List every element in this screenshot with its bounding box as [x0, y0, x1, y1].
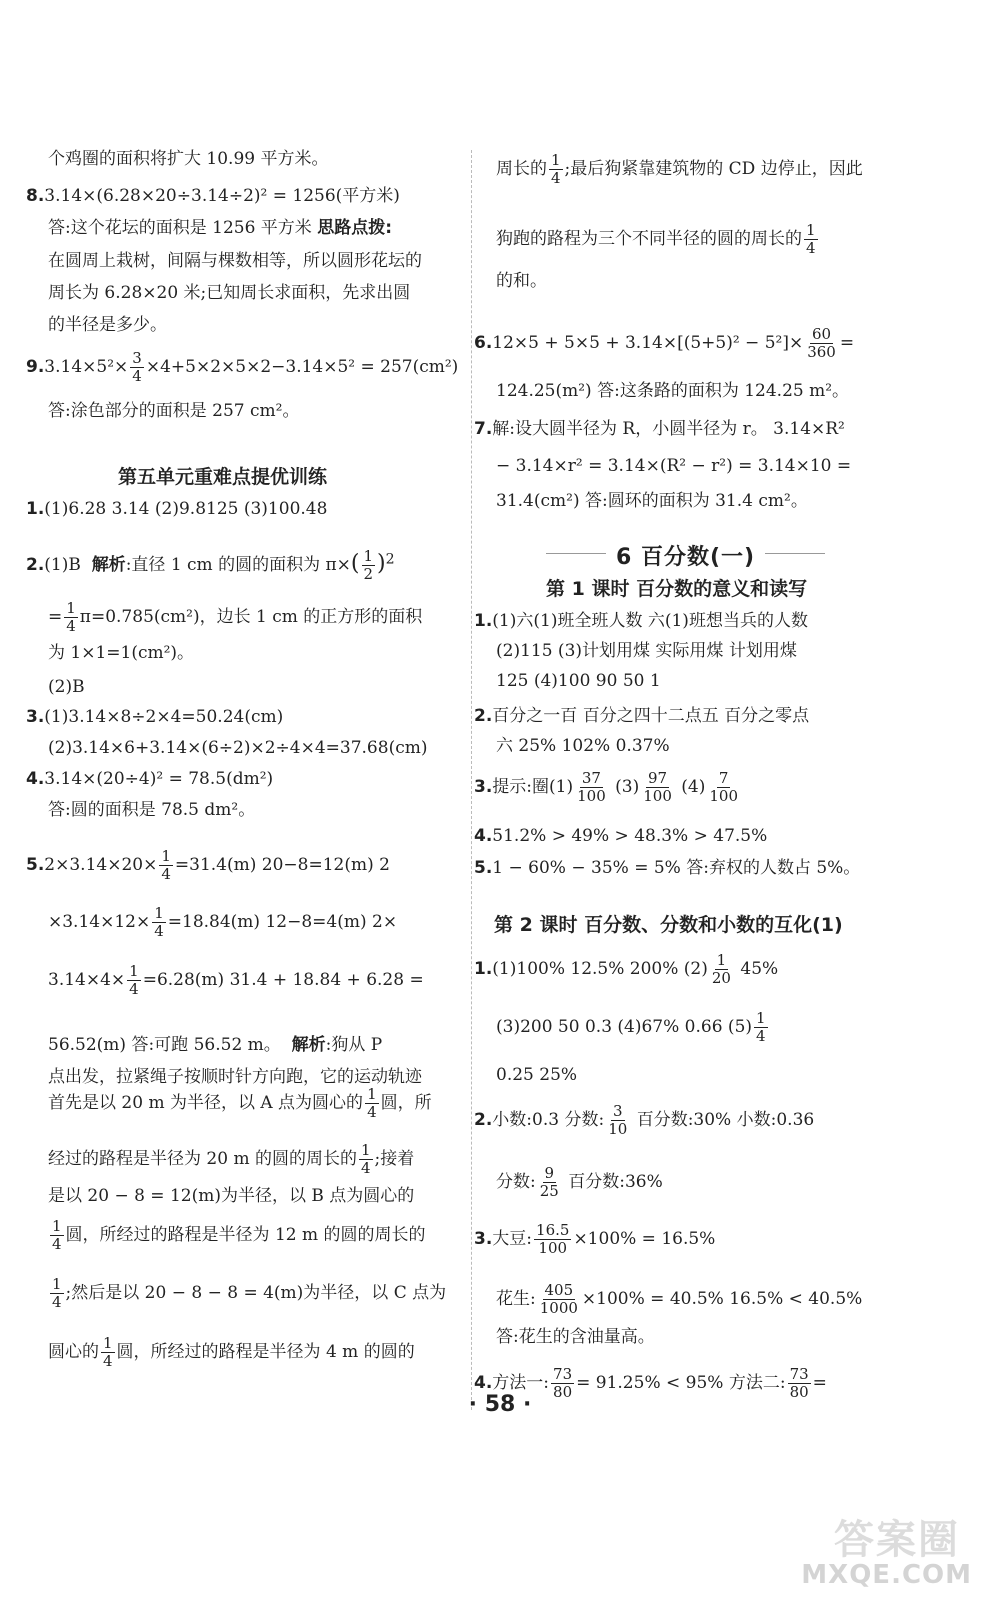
unit5-q5-line2: ×3.14×12× $\frac{1}{4}$ =18.84(m) 12−8=4(m) 2× [48, 904, 398, 940]
lesson1-q1-line3: 125 (4)100 90 50 1 [496, 671, 661, 691]
fraction: $\frac{1}{4}$ [66, 599, 76, 635]
unit5-q5-line6: 首先是以 20 m 为半径，以 A 点为圆心的 $\frac{1}{4}$ 圆，所 [48, 1085, 432, 1121]
unit5-q4-answer: 答:圆的面积是 78.5 dm²。 [48, 800, 256, 820]
unit5-q4: 4.3.14×(20÷4)² = 78.5(dm²) [26, 769, 274, 789]
lesson2-q2: 2.小数:0.3 分数: $\frac{3}{10}$ 百分数:30% 小数:0.36 [474, 1102, 815, 1138]
lesson-2-title: 第 2 课时 百分数、分数和小数的互化(1) [494, 914, 843, 936]
fraction: $\frac{3}{4}$ [132, 349, 142, 385]
unit5-q5-line9: $\frac{1}{4}$ 圆，所经过的路程是半径为 12 m 的圆的周长的 [52, 1217, 426, 1253]
fraction-quarter: $\frac{1}{4}$ [161, 847, 171, 883]
unit5-q1: 1.(1)6.28 3.14 (2)9.8125 (3)100.48 [26, 499, 328, 519]
fraction-quarter: $\frac{1}{4}$ [103, 1334, 113, 1370]
unit5-q5-line5: 点出发，拉紧绳子按顺时针方向跑，它的运动轨迹 [48, 1067, 422, 1087]
lesson2-q2-line2: 分数: $\frac{9}{25}$ 百分数:36% [496, 1164, 663, 1200]
unit5-q5-line8: 是以 20 − 8 = 12(m)为半径，以 B 点为圆心的 [48, 1186, 415, 1206]
lesson2-q3: 3.大豆: $\frac{16.5}{100}$ ×100% = 16.5% [474, 1221, 716, 1257]
fraction: $\frac{73}{80}$ [553, 1365, 573, 1401]
lesson1-q2-line2: 六 25% 102% 0.37% [496, 736, 670, 756]
lesson2-q4: 4.方法一: $\frac{73}{80}$ = 91.25% < 95% 方法二: $\frac{73}{80}$ = [474, 1365, 827, 1401]
lesson1-q3: 3.提示:圈(1) $\frac{37}{100}$ (3) $\frac{97}{100}$ (4) $\frac{7}{100}$ [474, 769, 738, 805]
lesson2-q1: 1.(1)100% 12.5% 200% (2) $\frac{1}{20}$ 45% [474, 951, 779, 987]
column-divider [471, 150, 472, 1410]
unit5-q5-line4: 56.52(m) 答:可跑 56.52 m。 解析:狗从 P [48, 1035, 383, 1055]
fraction-quarter: $\frac{1}{4}$ [806, 221, 816, 257]
fraction: $\frac{1}{20}$ [711, 951, 731, 987]
question-8: 8.3.14×(6.28×20÷3.14÷2)² = 1256(平方米) [26, 186, 400, 206]
question-7-line3: 31.4(cm²) 答:圆环的面积为 31.4 cm²。 [496, 491, 808, 511]
unit5-q2-line3: 为 1×1=1(cm²)。 [48, 643, 195, 663]
question-9: 9.3.14×5²× $\frac{3}{4}$ ×4+5×2×5×2−3.14×5² = 257(cm²) [26, 349, 459, 385]
fraction-quarter: $\frac{1}{4}$ [551, 151, 561, 187]
text-line: 狗跑的路程为三个不同半径的圆的周长的 $\frac{1}{4}$ [496, 221, 816, 257]
question-8-answer: 答:这个花坛的面积是 1256 平方米 思路点拨: [48, 218, 393, 238]
lesson2-q1-line3: 0.25 25% [496, 1065, 578, 1085]
fraction: $\frac{73}{80}$ [789, 1365, 809, 1401]
unit5-q3-line2: (2)3.14×6+3.14×(6÷2)×2÷4×4=37.68(cm) [48, 738, 428, 758]
unit5-q5-line7: 经过的路程是半径为 20 m 的圆的周长的 $\frac{1}{4}$ ;接着 [48, 1141, 415, 1177]
fraction: $\frac{1}{2}$ [363, 547, 374, 583]
lesson-1-title: 第 1 课时 百分数的意义和读写 [546, 578, 808, 600]
lesson2-q3-answer: 答:花生的含油量高。 [496, 1327, 655, 1347]
fraction: $\frac{9}{25}$ [539, 1164, 559, 1200]
fraction-quarter: $\frac{1}{4}$ [129, 962, 139, 998]
fraction: $\frac{16.5}{100}$ [536, 1221, 570, 1257]
unit5-q5-line11: 圆心的 $\frac{1}{4}$ 圆，所经过的路程是半径为 4 m 的圆的 [48, 1334, 415, 1370]
unit5-q2: 2.(1)B 解析:直径 1 cm 的圆的面积为 π×( $\frac{1}{2}$ )$^2$ [26, 547, 395, 583]
hint-line: 在圆周上栽树，间隔与棵数相等，所以圆形花坛的 [48, 251, 422, 271]
unit5-q5-line10: $\frac{1}{4}$ ;然后是以 20 − 8 − 8 = 4(m)为半径，以 C 点为 [52, 1275, 447, 1311]
question-7-line2: − 3.14×r² = 3.14×(R² − r²) = 3.14×10 = [496, 456, 852, 476]
fraction-quarter: $\frac{1}{4}$ [360, 1141, 371, 1177]
fraction: $\frac{37}{100}$ [577, 769, 606, 805]
question-6: 6.12×5 + 5×5 + 3.14×[(5+5)² − 5²]× $\frac{60}{360}$ = [474, 325, 855, 361]
unit5-q2-line2: = $\frac{1}{4}$ π=0.785(cm²)，边长 1 cm 的正方形的面积 [48, 599, 423, 635]
fraction-quarter: $\frac{1}{4}$ [154, 904, 164, 940]
fraction-quarter: $\frac{1}{4}$ [367, 1085, 377, 1121]
lesson2-q1-line2: (3)200 50 0.3 (4)67% 0.66 (5) $\frac{1}{4}$ [496, 1009, 766, 1045]
text-line: 个鸡圈的面积将扩大 10.99 平方米。 [48, 149, 329, 169]
lesson1-q1: 1.(1)六(1)班全班人数 六(1)班想当兵的人数 [474, 611, 808, 631]
watermark-url: MXQE.COM [801, 1560, 972, 1590]
fraction: $\frac{405}{1000}$ [539, 1281, 578, 1317]
lesson1-q2: 2.百分之一百 百分之四十二点五 百分之零点 [474, 706, 810, 726]
hint-line: 周长为 6.28×20 米;已知周长求面积，先求出圆 [48, 283, 411, 303]
fraction: $\frac{1}{4}$ [756, 1009, 766, 1045]
lesson1-q5: 5.1 − 60% − 35% = 5% 答:弃权的人数占 5%。 [474, 858, 861, 878]
lesson1-q1-line2: (2)115 (3)计划用煤 实际用煤 计划用煤 [496, 641, 797, 661]
unit5-q5-line3: 3.14×4× $\frac{1}{4}$ =6.28(m) 31.4 + 18.84 + 6.28 = [48, 962, 424, 998]
fraction: $\frac{7}{100}$ [709, 769, 738, 805]
chapter-6-title: 6 百分数(一) [616, 540, 755, 571]
fraction: $\frac{97}{100}$ [643, 769, 672, 805]
question-7: 7.解:设大圆半径为 R，小圆半径为 r。 3.14×R² [474, 419, 845, 439]
lesson2-q3-line2: 花生: $\frac{405}{1000}$ ×100% = 40.5% 16.5% < 40.5% [496, 1281, 863, 1317]
unit5-q3: 3.(1)3.14×8÷2×4=50.24(cm) [26, 707, 284, 727]
hint-line: 的半径是多少。 [48, 315, 167, 335]
text-line: 周长的 $\frac{1}{4}$ ;最后狗紧靠建筑物的 CD 边停止，因此 [496, 151, 863, 187]
fraction: $\frac{3}{10}$ [608, 1102, 628, 1138]
unit5-q5: 5.2×3.14×20× $\frac{1}{4}$ =31.4(m) 20−8=12(m) 2 [26, 847, 390, 883]
unit5-q2-line4: (2)B [48, 677, 85, 697]
watermark-logo: 答案圈 [834, 1517, 960, 1563]
lesson1-q4: 4.51.2% > 49% > 48.3% > 47.5% [474, 826, 768, 846]
question-9-answer: 答:涂色部分的面积是 257 cm²。 [48, 401, 300, 421]
fraction-quarter: $\frac{1}{4}$ [52, 1275, 62, 1311]
fraction-quarter: $\frac{1}{4}$ [52, 1217, 62, 1253]
unit-5-title: 第五单元重难点提优训练 [118, 466, 328, 488]
page-number: · 58 · [468, 1392, 532, 1417]
text-line: 的和。 [496, 271, 547, 291]
question-6-answer: 124.25(m²) 答:这条路的面积为 124.25 m²。 [496, 381, 850, 401]
fraction: $\frac{60}{360}$ [807, 325, 836, 361]
